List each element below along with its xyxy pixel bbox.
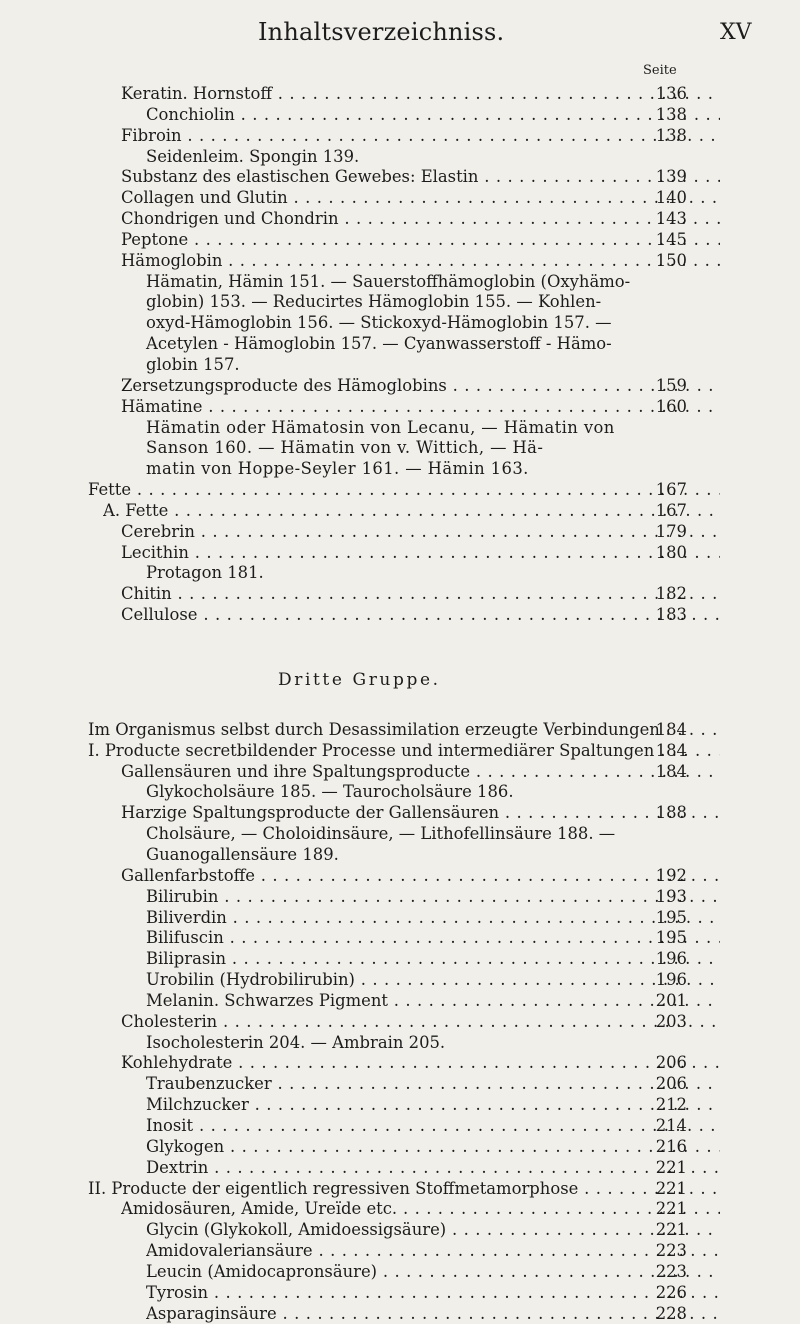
page-header <box>0 18 800 54</box>
toc-entry <box>0 84 800 105</box>
entry-page-number: 221 <box>655 1157 687 1177</box>
toc-entry <box>0 543 800 564</box>
entry-text: Amidovaleriansäure . . . <box>146 1241 720 1262</box>
column-label-seite: Seite <box>643 63 677 78</box>
entry-page-number: 184 <box>655 719 687 739</box>
toc-entry <box>0 1220 800 1241</box>
entry-page-number: 226 <box>655 1282 687 1302</box>
toc-entry <box>0 1012 800 1033</box>
toc-entry <box>0 1262 800 1283</box>
entry-text: Lecithin . . . <box>121 543 720 564</box>
entry-page-number: 221 <box>655 1199 687 1219</box>
entry-page-number: 179 <box>655 521 687 541</box>
toc-entry <box>0 762 800 783</box>
entry-text: Dextrin . . . <box>146 1158 720 1179</box>
entry-page-number: 196 <box>655 970 687 990</box>
entry-page-number: 221 <box>655 1220 687 1240</box>
entry-page-number: 138 <box>655 125 687 145</box>
toc-entry <box>0 866 800 887</box>
entry-page-number: 184 <box>655 740 687 760</box>
entry-text: Hämatin oder Hämatosin von Lecanu, — Hämatin von <box>146 417 615 437</box>
entry-page-number: 183 <box>655 605 687 625</box>
entry-text: Hämoglobin . . . <box>121 251 720 272</box>
toc-entry <box>0 741 800 762</box>
toc-entry-continuation <box>0 459 800 480</box>
toc-entry <box>0 949 800 970</box>
toc-entry-continuation <box>0 292 800 313</box>
entry-text: Seidenleim. Spongin 139. <box>146 146 360 166</box>
entry-page-number: 216 <box>655 1136 687 1156</box>
toc-entry <box>0 928 800 949</box>
toc-entry <box>0 480 800 501</box>
entry-text: oxyd-Hämoglobin 156. — Stickoxyd-Hämoglobin 157. — <box>146 313 612 333</box>
toc-entry <box>0 501 800 522</box>
entry-text: I. Producte secretbildender Processe und intermediärer Spaltungen . . . <box>88 741 720 762</box>
entry-page-number: 193 <box>655 886 687 906</box>
toc-entry <box>0 1095 800 1116</box>
entry-text: Biliverdin . . . <box>146 908 720 929</box>
entry-text: Biliprasin . . . <box>146 949 720 970</box>
toc-entry <box>0 188 800 209</box>
entry-text: Substanz des elastischen Gewebes: Elastin . . . <box>121 167 720 188</box>
toc-entry <box>0 1199 800 1220</box>
entry-page-number: 212 <box>655 1095 687 1115</box>
entry-text: Melanin. Schwarzes Pigment . . . <box>146 991 720 1012</box>
entry-text: Collagen und Glutin . . . <box>121 188 720 209</box>
section-heading <box>0 668 800 698</box>
toc-entry <box>0 230 800 251</box>
toc-entry <box>0 251 800 272</box>
entry-text: Keratin. Hornstoff . . . <box>121 84 720 105</box>
toc-entry-continuation <box>0 782 800 803</box>
entry-text: Isocholesterin 204. — Ambrain 205. <box>146 1032 446 1052</box>
entry-text: Fibroin . . . <box>121 126 720 147</box>
entry-text: Milchzucker . . . <box>146 1095 720 1116</box>
toc-entry-continuation <box>0 845 800 866</box>
toc-entry-continuation <box>0 1033 800 1054</box>
toc-entry <box>0 1074 800 1095</box>
entry-text: Hämatin, Hämin 151. — Sauerstoffhämoglobin (Oxyhämo- <box>146 271 631 291</box>
toc-entry <box>0 167 800 188</box>
entry-text: Cholsäure, — Choloidinsäure, — Lithofellinsäure 188. — <box>146 824 616 844</box>
entry-text: Bilifuscin . . . <box>146 928 720 949</box>
toc-entry <box>0 1283 800 1304</box>
entry-page-number: 206 <box>655 1074 687 1094</box>
entry-text: globin) 153. — Reducirtes Hämoglobin 155. — Kohlen- <box>146 292 602 312</box>
entry-text: Chondrigen und Chondrin . . . <box>121 209 720 230</box>
entry-page-number: 167 <box>655 500 687 520</box>
entry-page-number: 221 <box>655 1178 687 1198</box>
toc-entry <box>0 105 800 126</box>
entry-text: Acetylen - Hämoglobin 157. — Cyanwasserstoff - Hämo- <box>146 334 612 354</box>
entry-text: Glykogen . . . <box>146 1137 720 1158</box>
entry-page-number: 139 <box>655 167 687 187</box>
entry-page-number: 140 <box>655 188 687 208</box>
toc-entry <box>0 1116 800 1137</box>
entry-page-number: 195 <box>655 928 687 948</box>
toc-entry <box>0 970 800 991</box>
entry-text: II. Producte der eigentlich regressiven Stoffmetamorphose . . . <box>88 1179 720 1200</box>
entry-page-number: 184 <box>655 761 687 781</box>
entry-text: matin von Hoppe-Seyler 161. — Hämin 163. <box>146 459 529 479</box>
entry-page-number: 201 <box>655 990 687 1010</box>
entry-text: Glycin (Glykokoll, Amidoessigsäure) . . . <box>146 1220 720 1241</box>
entry-text: Protagon 181. <box>146 563 264 583</box>
entry-page-number: 138 <box>655 104 687 124</box>
toc-entry <box>0 1179 800 1200</box>
entry-page-number: 223 <box>655 1261 687 1281</box>
entry-text: Inosit . . . <box>146 1116 720 1137</box>
toc-entry <box>0 584 800 605</box>
page-number: XV <box>720 20 752 45</box>
toc-entry <box>0 720 800 741</box>
entry-text: Gallensäuren und ihre Spaltungsproducte . . . <box>121 762 720 783</box>
entry-page-number: 196 <box>655 949 687 969</box>
entry-text: Asparaginsäure . . . <box>146 1304 720 1324</box>
entry-page-number: 188 <box>655 803 687 823</box>
entry-page-number: 203 <box>655 1011 687 1031</box>
toc-entry-continuation <box>0 563 800 584</box>
toc-entry <box>0 887 800 908</box>
entry-page-number: 136 <box>655 84 687 103</box>
entry-page-number: 223 <box>655 1241 687 1261</box>
entry-page-number: 159 <box>655 375 687 395</box>
entry-page-number: 206 <box>655 1053 687 1073</box>
table-of-contents <box>0 84 800 1324</box>
toc-entry <box>0 1241 800 1262</box>
toc-entry <box>0 376 800 397</box>
toc-entry <box>0 605 800 626</box>
entry-text: Gallenfarbstoffe . . . <box>121 866 720 887</box>
entry-text: Conchiolin . . . <box>146 105 720 126</box>
entry-text: Hämatine . . . <box>121 397 720 418</box>
entry-text: A. Fette . . . <box>103 501 720 522</box>
toc-entry-continuation <box>0 438 800 459</box>
entry-page-number: 214 <box>655 1115 687 1135</box>
toc-entry <box>0 126 800 147</box>
toc-entry-continuation <box>0 355 800 376</box>
entry-text: Bilirubin . . . <box>146 887 720 908</box>
entry-text: Tyrosin . . . <box>146 1283 720 1304</box>
toc-entry <box>0 908 800 929</box>
toc-entry <box>0 522 800 543</box>
entry-text: Chitin . . . <box>121 584 720 605</box>
entry-text: Zersetzungsproducte des Hämoglobins . . . <box>121 376 720 397</box>
entry-text: Kohlehydrate . . . <box>121 1053 720 1074</box>
entry-text: Glykocholsäure 185. — Taurocholsäure 186. <box>146 782 514 802</box>
toc-entry-continuation <box>0 418 800 439</box>
entry-page-number: 160 <box>655 396 687 416</box>
entry-page-number: 195 <box>655 907 687 927</box>
toc-entry-continuation <box>0 272 800 293</box>
toc-entry-continuation <box>0 334 800 355</box>
entry-page-number: 143 <box>655 209 687 229</box>
entry-text: Im Organismus selbst durch Desassimilation erzeugte Verbindungen . . . <box>88 720 720 741</box>
entry-page-number: 180 <box>655 542 687 562</box>
entry-page-number: 167 <box>655 480 687 500</box>
entry-page-number: 228 <box>655 1303 687 1323</box>
toc-entry <box>0 803 800 824</box>
section-heading-text: Dritte Gruppe. <box>278 669 441 690</box>
toc-entry <box>0 991 800 1012</box>
entry-page-number: 192 <box>655 865 687 885</box>
entry-text: Peptone . . . <box>121 230 720 251</box>
entry-text: Fette . . . <box>88 480 720 501</box>
entry-text: Cerebrin . . . <box>121 522 720 543</box>
entry-text: Traubenzucker . . . <box>146 1074 720 1095</box>
running-title: Inhaltsverzeichniss. <box>258 18 505 46</box>
entry-page-number: 182 <box>655 584 687 604</box>
entry-text: Cellulose . . . <box>121 605 720 626</box>
entry-text: globin 157. <box>146 354 240 374</box>
toc-entry-continuation <box>0 313 800 334</box>
toc-entry-continuation <box>0 147 800 168</box>
entry-text: Sanson 160. — Hämatin von v. Wittich, — Hä- <box>146 438 544 458</box>
entry-page-number: 145 <box>655 229 687 249</box>
entry-text: Leucin (Amidocapronsäure) . . . <box>146 1262 720 1283</box>
toc-entry <box>0 1137 800 1158</box>
entry-text: Urobilin (Hydrobilirubin) . . . <box>146 970 720 991</box>
entry-text: Harzige Spaltungsproducte der Gallensäuren . . . <box>121 803 720 824</box>
toc-entry-continuation <box>0 824 800 845</box>
entry-text: Amidosäuren, Amide, Ureïde etc. . . . <box>121 1199 720 1220</box>
toc-entry <box>0 1053 800 1074</box>
toc-entry <box>0 209 800 230</box>
entry-text: Guanogallensäure 189. <box>146 845 339 864</box>
toc-entry <box>0 1158 800 1179</box>
entry-page-number: 150 <box>655 250 687 270</box>
entry-text: Cholesterin . . . <box>121 1012 720 1033</box>
spacer <box>0 626 800 668</box>
toc-entry <box>0 397 800 418</box>
toc-entry <box>0 1304 800 1324</box>
spacer <box>0 698 800 720</box>
